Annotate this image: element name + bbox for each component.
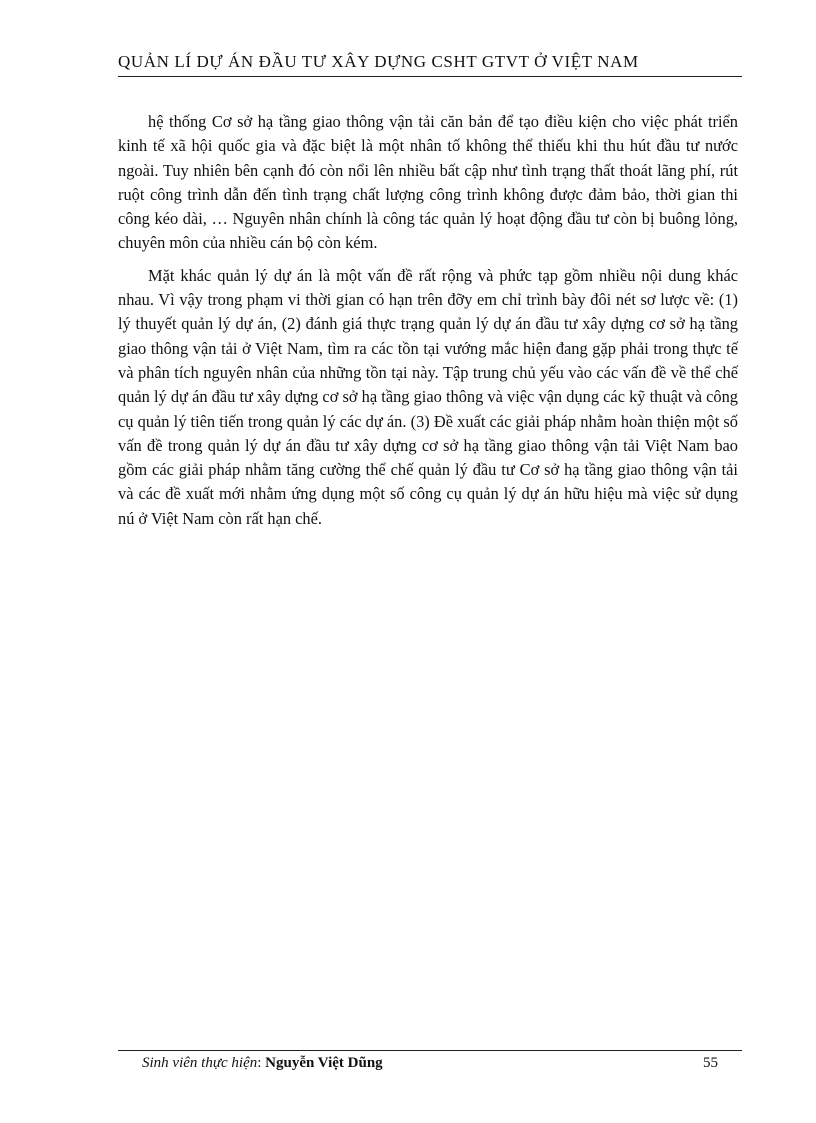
author-name: Nguyễn Việt Dũng	[265, 1055, 383, 1071]
document-title: QUẢN LÍ DỰ ÁN ĐẦU TƯ XÂY DỰNG CSHT GTVT Ở VIỆT NAM	[118, 52, 639, 71]
document-body	[118, 110, 738, 539]
paragraph-1: hệ thống Cơ sở hạ tầng giao thông vận tải căn bản để tạo điều kiện cho việc phát triển kinh tế xã hội quốc gia và đặc biệt là một nhân tố không thể thiếu khi thu hút đầu tư nước ngoài. Tuy nhiên bên cạnh đó còn nổi lên nhiều bất cập như tình trạng thất thoát lãng phí, rút ruột công trình dẫn đến tình trạng chất lượng công trình không được đảm bảo, thời gian thi công kéo dài, … Nguyên nhân chính là công tác quản lý hoạt động đầu tư còn bị buông lỏng, chuyên môn của nhiều cán bộ còn kém.	[118, 112, 738, 253]
page-number: 55	[703, 1055, 718, 1071]
page-header	[118, 50, 742, 77]
paragraph-2: Mặt khác quản lý dự án là một vấn đề rất rộng và phức tạp gồm nhiều nội dung khác nhau. Vì vậy trong phạm vi thời gian có hạn trên đỡy em chỉ trình bày đôi nét sơ lược về: (1) lý thuyết quản lý dự án, (2) đánh giá thực trạng quản lý dự án đầu tư xây dựng cơ sở hạ tầng giao thông vận tải ở Việt Nam, tìm ra các tồn tại vướng mắc hiện đang gặp phải trong thực tế và phân tích nguyên nhân của những tồn tại này. Tập trung chủ yếu vào các vấn đề về thể chế quản lý dự án đầu tư xây dựng cơ sở hạ tầng giao thông và việc vận dụng các kỹ thuật và công cụ quản lý tiên tiến trong quản lý các dự án. (3) Đề xuất các giải pháp nhằm hoàn thiện một số vấn đề trong quản lý dự án đầu tư xây dựng cơ sở hạ tầng giao thông vận tải Việt Nam bao gồm các giải pháp nhằm tăng cường thể chế quản lý đầu tư Cơ sở hạ tầng giao thông vận tải và các đề xuất mới nhằm ứng dụng một số công cụ quản lý dự án hữu hiệu mà việc sử dụng nú ở Việt Nam còn rất hạn chế.	[118, 265, 738, 528]
author-credit	[142, 1055, 383, 1072]
author-separator: :	[257, 1055, 266, 1071]
page-footer	[118, 1050, 742, 1079]
author-label: Sinh viên thực hiện	[142, 1055, 258, 1071]
